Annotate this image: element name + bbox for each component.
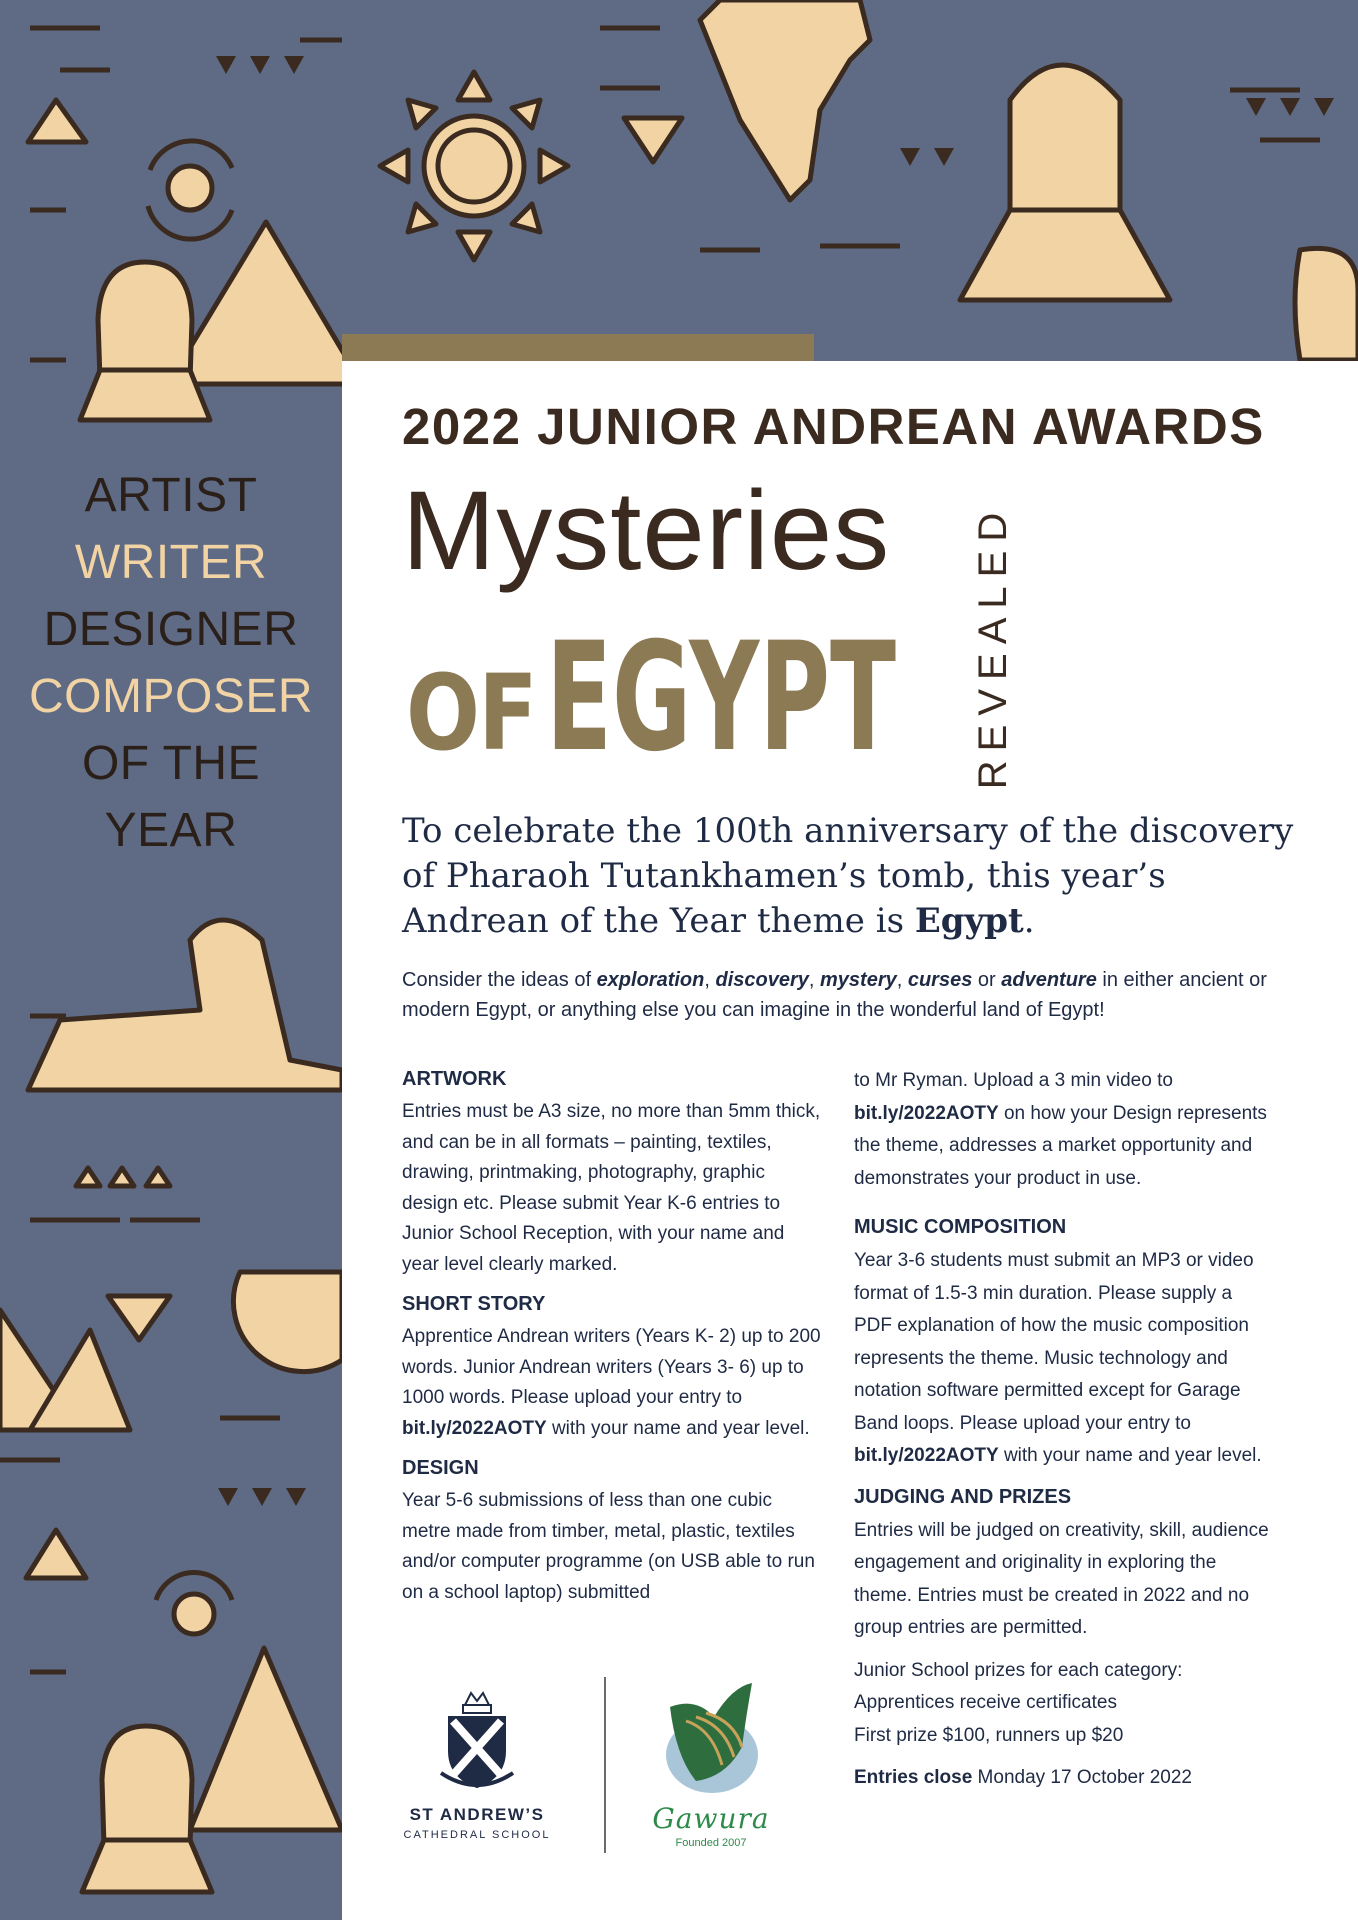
fruit-slice-icon	[233, 1272, 342, 1372]
artwork-body: Entries must be A3 size, no more than 5mm thick, and can be in all formats – painting, textiles, drawing, printmaking, photography, graphic design etc. Please submit Year K-6 entries to Junior School Reception, with your name and year level clearly marked.	[402, 1101, 821, 1275]
school-subtitle: CATHEDRAL SCHOOL	[403, 1829, 551, 1841]
design-body: Year 5-6 submissions of less than one cubic metre made from timber, metal, plastic, textiles and/or computer programme (on USB able to run on a school laptop) submitted	[402, 1490, 815, 1603]
st-andrews-logo	[402, 1687, 552, 1841]
sphinx-lying-icon	[28, 920, 342, 1090]
side-role-writer: WRITER	[74, 536, 268, 589]
school-crest-icon	[435, 1687, 519, 1795]
music-link[interactable]: bit.ly/2022AOTY	[854, 1445, 999, 1466]
inverted-triangle-icon	[624, 118, 682, 162]
intro-paragraph: To celebrate the 100th anniversary of the discovery of Pharaoh Tutankhamen’s tomb, this year’s Andrean of the Year theme is Egypt.	[402, 811, 1294, 941]
of-egypt-wordmark	[406, 599, 906, 759]
pyramid-icon	[168, 222, 362, 384]
awards-title: 2022 JUNIOR ANDREAN AWARDS	[402, 398, 1265, 455]
egypt-word: EGYPT	[546, 611, 896, 759]
consider-paragraph: Consider the ideas of exploration, discovery, mystery, curses or adventure in either ancient or modern Egypt, or anything else you can imagine in the wonderful land of Egypt!	[402, 969, 1267, 1021]
gold-accent-bar	[342, 334, 814, 361]
vase-icon	[1295, 248, 1358, 360]
design-body-continued: to Mr Ryman. Upload a 3 min video to bit.ly/2022AOTY on how your Design represents the theme, addresses a market opportunity and demonstrates your product in use.	[854, 1070, 1267, 1189]
intro-emphasis: Egypt	[914, 901, 1024, 941]
judging-body: Entries will be judged on creativity, skill, audience engagement and originality in exploring the theme. Entries must be created in 2022 and no group entries are permitted.	[854, 1519, 1269, 1638]
judging-title: JUDGING AND PRIZES	[854, 1485, 1072, 1508]
prize-line: First prize $100, runners up $20	[854, 1724, 1124, 1746]
side-role-composer: COMPOSER	[28, 670, 314, 723]
short-story-body: Apprentice Andrean writers (Years K- 2) up to 200 words. Junior Andrean writers (Years 3- 6) up to 1000 words. Please upload your entry to bit.ly/2022AOTY with your name and year level.	[402, 1326, 821, 1439]
school-name: ST ANDREW’S	[409, 1805, 545, 1824]
gawura-founded: Founded 2007	[675, 1837, 747, 1849]
design-title: DESIGN	[402, 1457, 479, 1479]
side-role-of-the: OF THE	[81, 737, 261, 790]
design-link[interactable]: bit.ly/2022AOTY	[854, 1102, 999, 1124]
triangle-icon	[28, 100, 86, 142]
revealed-vertical	[962, 503, 1026, 789]
logo-divider	[604, 1677, 606, 1853]
side-role-list	[0, 462, 342, 864]
gawura-name: Gawura	[652, 1802, 770, 1835]
short-story-title: SHORT STORY	[402, 1293, 546, 1315]
prize-list	[854, 1655, 1274, 1753]
sphinx-front-icon	[98, 262, 192, 380]
music-body: Year 3-6 students must submit an MP3 or video format of 1.5-3 min duration. Please supply a PDF explanation of how the music composition represents the theme. Music technology and notation software permitted except for Garage Band loops. Please upload your entry to bit.ly/2022AOTY with your name and year level.	[854, 1250, 1262, 1466]
prize-line: Junior School prizes for each category:	[854, 1659, 1183, 1681]
prize-line: Apprentices receive certificates	[854, 1692, 1117, 1713]
gawura-logo	[646, 1677, 776, 1849]
gawura-emblem-icon	[656, 1677, 766, 1797]
nefertiti-head-icon	[700, 0, 870, 200]
right-column	[854, 1065, 1274, 1805]
of-word: OF	[406, 652, 536, 759]
entries-close: Entries close Monday 17 October 2022	[854, 1767, 1192, 1788]
side-role-designer: DESIGNER	[43, 603, 299, 656]
short-story-link[interactable]: bit.ly/2022AOTY	[402, 1417, 547, 1439]
side-role-artist: ARTIST	[84, 469, 258, 522]
sun-icon	[168, 166, 212, 210]
side-role-year: YEAR	[104, 804, 238, 857]
music-title: MUSIC COMPOSITION	[854, 1216, 1067, 1238]
mysteries-title: Mysteries	[402, 468, 891, 593]
left-column	[402, 1065, 822, 1618]
revealed-word: REVEALED	[971, 503, 1016, 789]
artwork-title: ARTWORK	[402, 1068, 507, 1090]
content-panel	[342, 361, 1358, 1920]
